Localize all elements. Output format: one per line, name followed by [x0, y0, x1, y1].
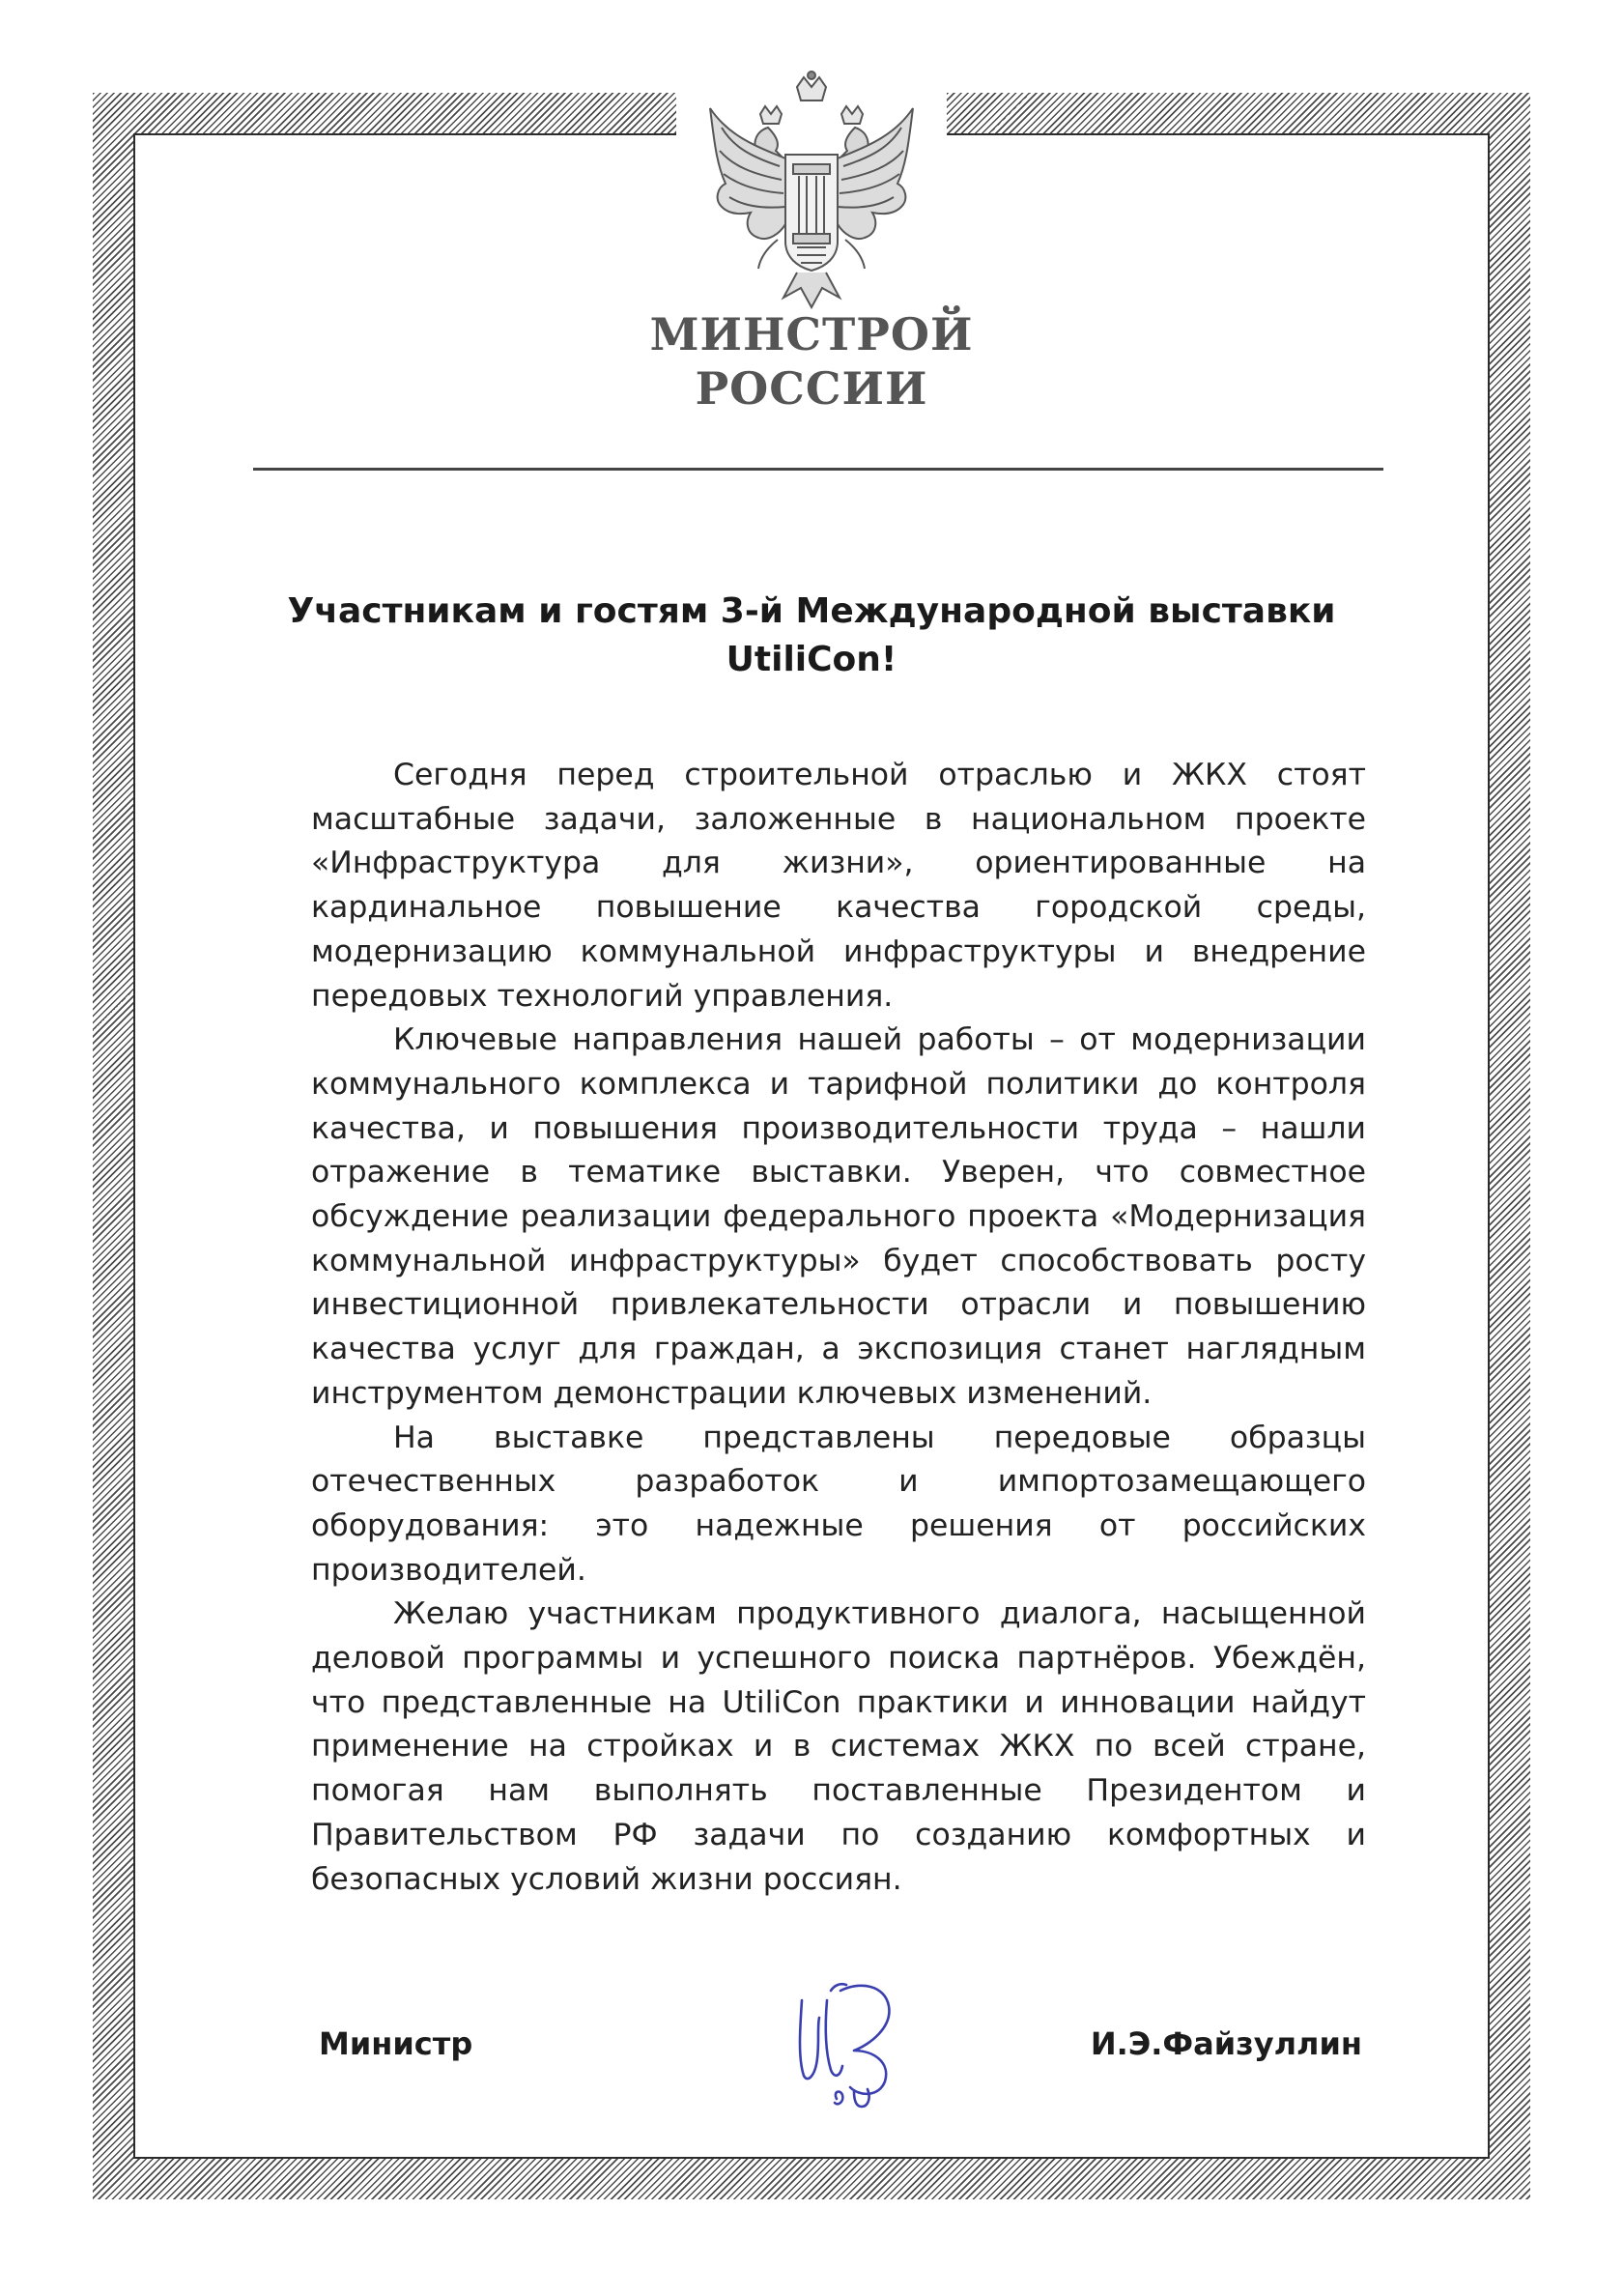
- heading-line2: UtiliCon!: [726, 640, 897, 679]
- body-paragraph: Сегодня перед строительной отраслью и ЖКХ стоят масштабные задачи, заложенные в национальном проекте «Инфраструктура для жизни», ориентированные на кардинальное повышение качества городской среды, модернизацию коммунальной инфраструктуры и внедрение передовых технологий управления.: [311, 758, 1366, 1014]
- body-paragraph: На выставке представлены передовые образцы отечественных разработок и импортозамещающего оборудования: это надежные решения от российских производителей.: [311, 1420, 1366, 1588]
- letter-heading: [193, 588, 1430, 684]
- signatory-name: И.Э.Файзуллин: [1090, 2025, 1362, 2062]
- signature-row: [319, 2025, 1362, 2083]
- body-paragraph: Желаю участникам продуктивного диалога, насыщенной деловой программы и успешного поиска партнёров. Убеждён, что представленные на UtiliCon практики и инновации найдут применение на стройках и в системах ЖКХ по всей стране, помогая нам выполнять поставленные Президентом и Правительством РФ задачи по созданию комфортных и безопасных условий жизни россиян.: [311, 1596, 1366, 1897]
- body-paragraph: Ключевые направления нашей работы – от модернизации коммунального комплекса и тарифной политики до контроля качества, и повышения производительности труда – нашли отражение в тематике выставки. Уверен, что совместное обсуждение реализации федерального проекта «Модернизация коммунальной инфраструктуры» будет способствовать росту инвестиционной привлекательности отрасли и повышению качества услуг для граждан, а экспозиция станет наглядным инструментом демонстрации ключевых изменений.: [311, 1022, 1366, 1411]
- ministry-title: [522, 307, 1101, 416]
- signatory-title: Министр: [319, 2025, 473, 2062]
- ministry-title-line2: РОССИИ: [695, 362, 928, 415]
- header-divider: [253, 468, 1383, 471]
- ministry-title-line1: МИНСТРОЙ: [649, 308, 974, 360]
- double-headed-eagle-emblem-icon: [700, 70, 923, 311]
- heading-line1: Участникам и гостям 3-й Международной выставки: [287, 591, 1336, 631]
- letter-body: [311, 754, 1366, 1902]
